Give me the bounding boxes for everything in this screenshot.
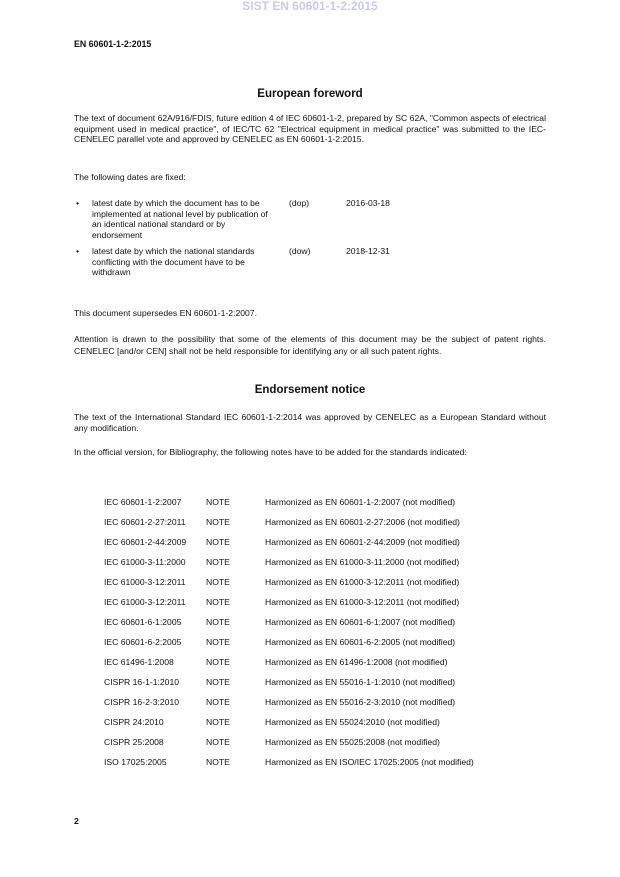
- harmonized-text: Harmonized as EN ISO/IEC 17025:2005 (not modified): [265, 757, 474, 767]
- patent-notice: Attention is drawn to the possibility that some of the elements of this document may be the subject of patent rights. CENELEC [and/or CEN] shall not be held responsible for identifying any or all such patent rights.: [74, 334, 546, 356]
- dates-intro: The following dates are fixed:: [74, 172, 186, 182]
- endorsement-title: Endorsement notice: [254, 384, 366, 396]
- bullet: •: [76, 198, 80, 208]
- date-value: 2018-12-31: [346, 246, 390, 256]
- note-label: NOTE: [206, 597, 230, 607]
- harmonized-text: Harmonized as EN 61000-3-12:2011 (not modified): [265, 577, 460, 587]
- harmonized-text: Harmonized as EN 61496-1:2008 (not modified): [265, 657, 448, 667]
- standard: IEC 60601-6-2:2005: [104, 637, 182, 647]
- standard: IEC 60601-1-2:2007: [104, 497, 182, 507]
- note-label: NOTE: [206, 697, 230, 707]
- document-header: EN 60601-1-2:2015: [74, 39, 152, 49]
- standard: IEC 60601-6-1:2005: [104, 617, 182, 627]
- note-label: NOTE: [206, 537, 230, 547]
- date-description: latest date by which the document has to be implemented at national level by publication of an identical national standard or by endorsement: [92, 198, 268, 240]
- bibliography-intro: In the official version, for Bibliography, the following notes have to be added for the standards indicated:: [74, 447, 467, 457]
- note-label: NOTE: [206, 677, 230, 687]
- standard: CISPR 25:2008: [104, 737, 164, 747]
- standard: IEC 60601-2-27:2011: [104, 517, 186, 527]
- supersedes-note: This document supersedes EN 60601-1-2:2007.: [74, 308, 257, 318]
- standard: IEC 61000-3-12:2011: [104, 577, 186, 587]
- harmonized-text: Harmonized as EN 55016-1-1:2010 (not modified): [265, 677, 456, 687]
- harmonized-text: Harmonized as EN 55025:2008 (not modified): [265, 737, 440, 747]
- note-label: NOTE: [206, 557, 230, 567]
- note-label: NOTE: [206, 577, 230, 587]
- standard: ISO 17025:2005: [104, 757, 167, 767]
- harmonized-text: Harmonized as EN 61000-3-12:2011 (not modified): [265, 597, 460, 607]
- foreword-paragraph: The text of document 62A/916/FDIS, future edition 4 of IEC 60601-1-2, prepared by SC 62A, "Common aspects of electrical equipment used in medical practice", of IEC/TC 62 "Electrical equipment in medical practice" was submitted to the IEC-CENELEC parallel vote and approved by CENELEC as EN 60601-1-2:2015.: [74, 113, 546, 145]
- page-number: 2: [74, 816, 79, 826]
- note-label: NOTE: [206, 617, 230, 627]
- note-label: NOTE: [206, 717, 230, 727]
- harmonized-text: Harmonized as EN 61000-3-11:2000 (not modified): [265, 557, 460, 567]
- standard: IEC 61000-3-12:2011: [104, 597, 186, 607]
- watermark: SIST EN 60601-1-2:2015: [242, 0, 378, 13]
- note-label: NOTE: [206, 517, 230, 527]
- harmonized-text: Harmonized as EN 60601-1-2:2007 (not modified): [265, 497, 456, 507]
- foreword-title: European foreword: [257, 88, 363, 100]
- standard: CISPR 16-1-1:2010: [104, 677, 179, 687]
- date-code: (dop): [289, 198, 310, 208]
- standard: IEC 61496-1:2008: [104, 657, 174, 667]
- standard: CISPR 24:2010: [104, 717, 164, 727]
- harmonized-text: Harmonized as EN 60601-6-1:2007 (not modified): [265, 617, 456, 627]
- endorsement-paragraph: The text of the International Standard IEC 60601-1-2:2014 was approved by CENELEC as a European Standard without any modification.: [74, 412, 546, 433]
- standard: CISPR 16-2-3:2010: [104, 697, 179, 707]
- date-value: 2016-03-18: [346, 198, 390, 208]
- bullet: •: [76, 246, 80, 256]
- note-label: NOTE: [206, 657, 230, 667]
- harmonized-text: Harmonized as EN 55016-2-3:2010 (not modified): [265, 697, 456, 707]
- note-label: NOTE: [206, 497, 230, 507]
- standard: IEC 60601-2-44:2009: [104, 537, 187, 547]
- harmonized-text: Harmonized as EN 60601-2-44:2009 (not modified): [265, 537, 460, 547]
- note-label: NOTE: [206, 757, 230, 767]
- harmonized-text: Harmonized as EN 60601-2-27:2006 (not modified): [265, 517, 460, 527]
- harmonized-text: Harmonized as EN 60601-6-2:2005 (not modified): [265, 637, 456, 647]
- harmonized-text: Harmonized as EN 55024:2010 (not modified): [265, 717, 440, 727]
- date-description: latest date by which the national standards conflicting with the document have to be withdrawn: [92, 246, 255, 278]
- note-label: NOTE: [206, 637, 230, 647]
- date-code: (dow): [289, 246, 311, 256]
- standard: IEC 61000-3-11:2000: [104, 557, 186, 567]
- note-label: NOTE: [206, 737, 230, 747]
